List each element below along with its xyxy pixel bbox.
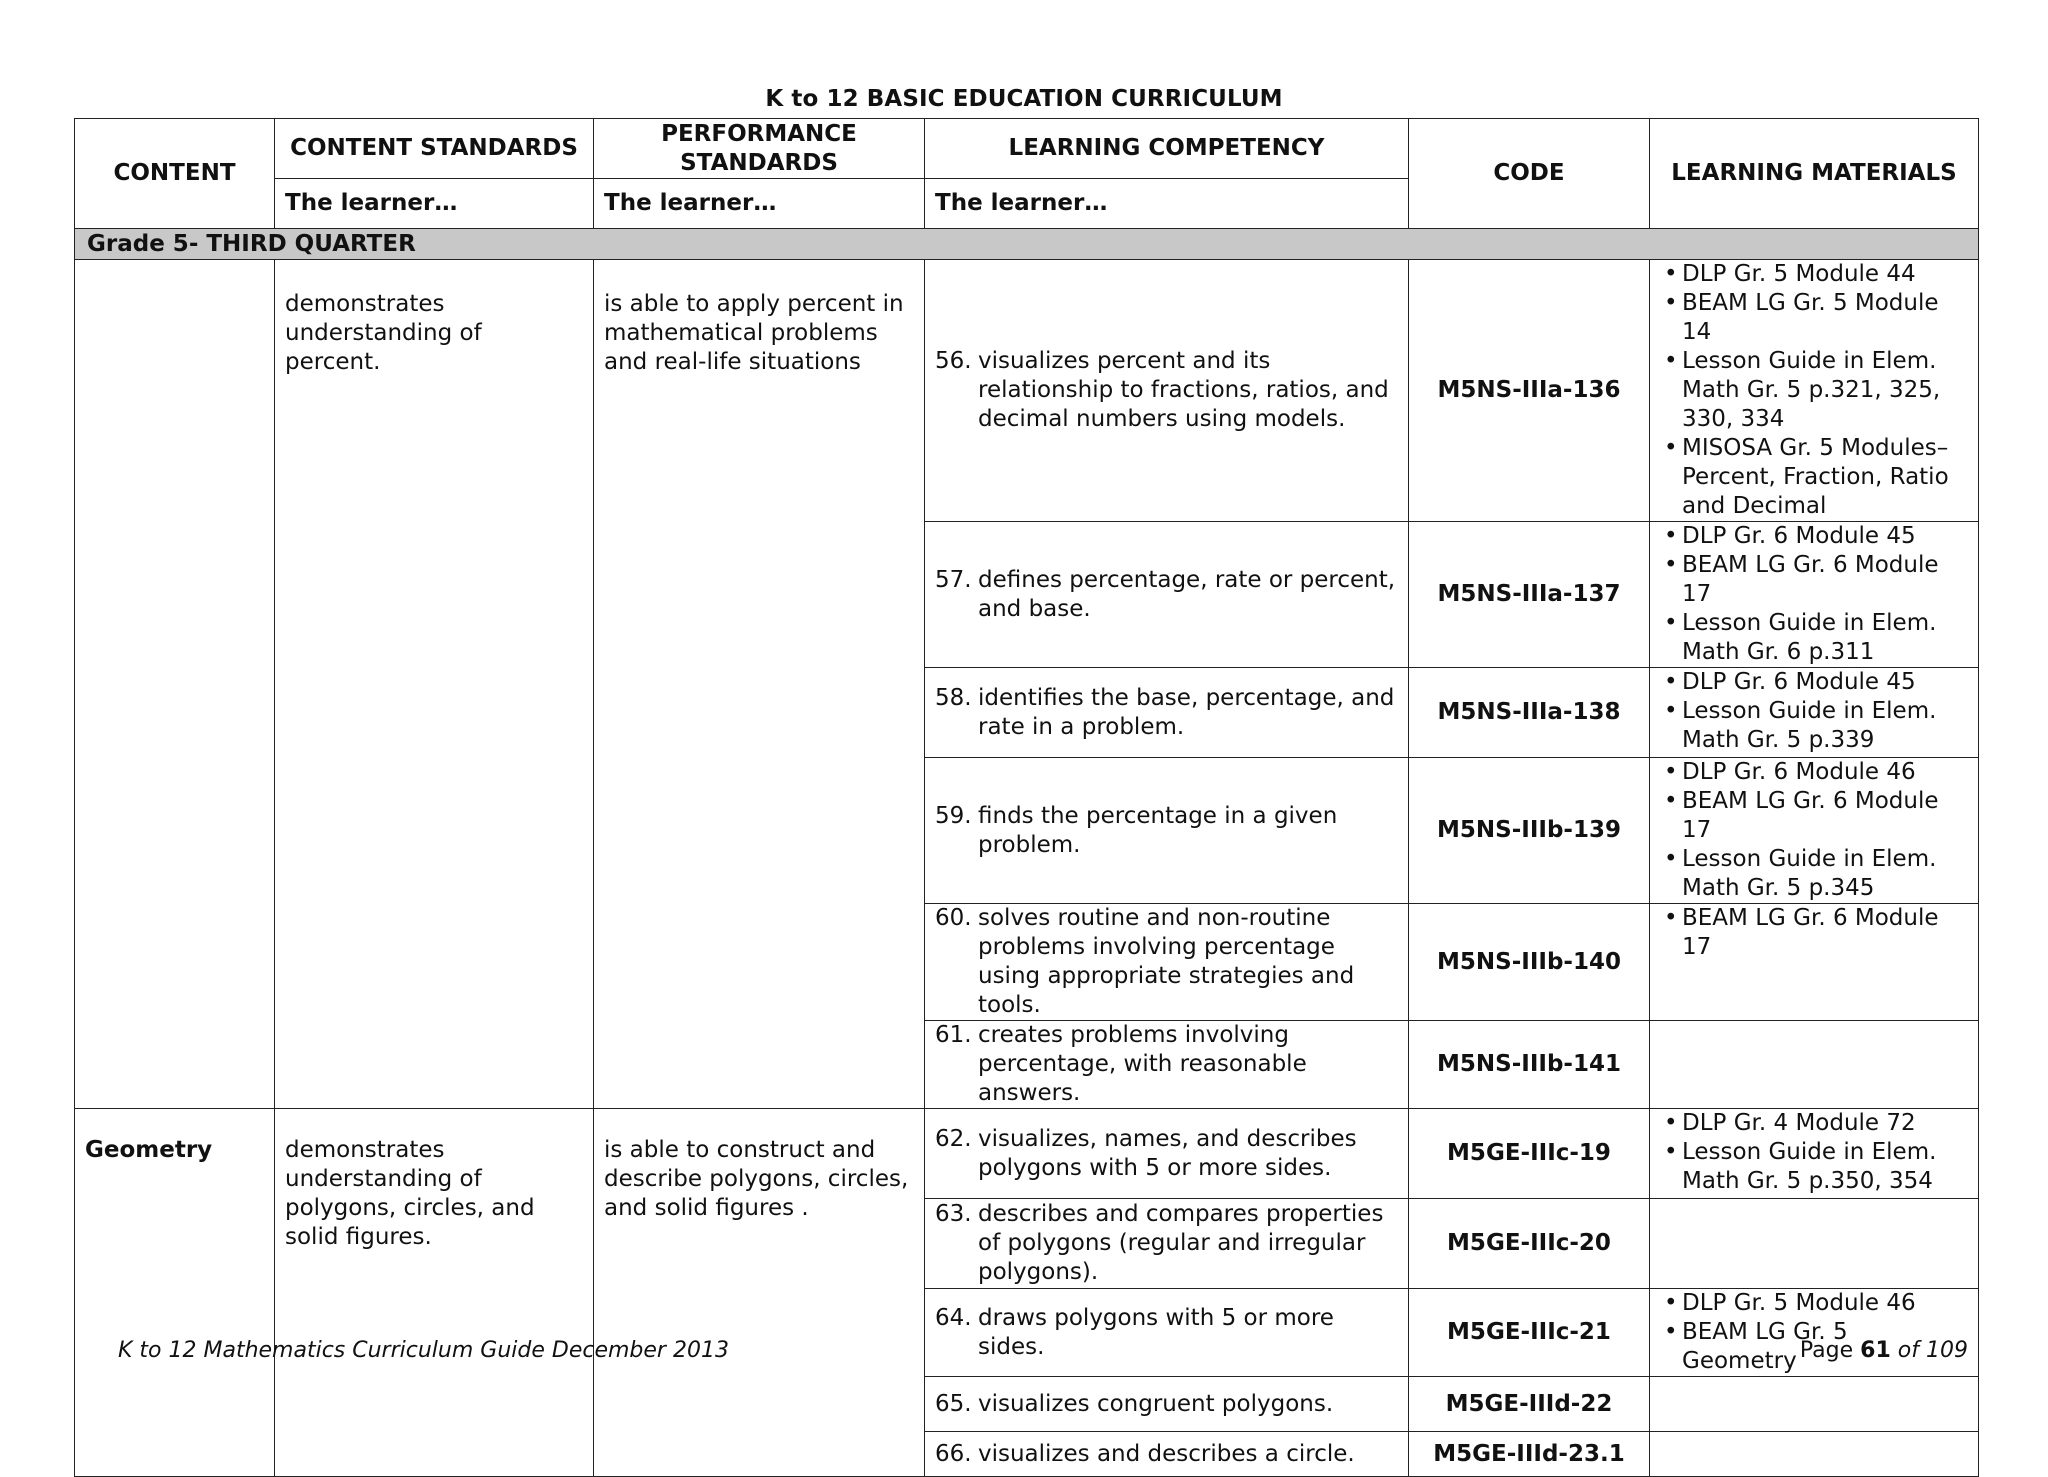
learner-label: The learner… [594,179,925,229]
competency-text: visualizes percent and its relationship to fractions, ratios, and decimal numbers using models. [978,348,1389,432]
material-item: • BEAM LG Gr. 5 Module 14 [1660,289,1968,347]
page-title: K to 12 BASIC EDUCATION CURRICULUM [765,86,1283,112]
code-cell: M5GE-IIIc-20 [1409,1199,1650,1289]
competency-text: visualizes and describes a circle. [978,1440,1355,1467]
material-item: • Lesson Guide in Elem. Math Gr. 5 p.345 [1660,845,1968,903]
competency-cell [925,1377,1409,1432]
content-standard-cell: demonstrates understanding of polygons, circles, and solid figures. [275,1109,594,1477]
materials-cell [1650,1109,1979,1199]
competency-cell [925,1289,1409,1377]
material-item: • Lesson Guide in Elem. Math Gr. 5 p.350, 354 [1660,1138,1968,1196]
competency-number: 65. [935,1390,972,1417]
competency-number: 59. [935,802,972,829]
table-row [75,1109,1979,1199]
material-item: • MISOSA Gr. 5 Modules– Percent, Fraction, Ratio and Decimal [1660,434,1968,521]
materials-list [1660,758,1968,903]
competency-cell [925,758,1409,904]
competency-text: draws polygons with 5 or more sides. [978,1304,1334,1360]
performance-standard-cell: is able to construct and describe polygons, circles, and solid figures . [594,1109,925,1477]
competency-cell [925,260,1409,522]
material-item: • BEAM LG Gr. 5 Geometry [1660,1318,1968,1376]
code-cell: M5NS-IIIa-137 [1409,522,1650,668]
page-label: Page [1799,1338,1854,1363]
materials-cell [1650,1432,1979,1477]
materials-list [1660,1109,1968,1196]
materials-list [1660,904,1968,962]
material-item: • DLP Gr. 6 Module 45 [1660,522,1968,551]
competency-cell [925,1432,1409,1477]
material-item: • DLP Gr. 6 Module 46 [1660,758,1968,787]
material-item: • Lesson Guide in Elem. Math Gr. 5 p.339 [1660,697,1968,755]
competency-text: finds the percentage in a given problem. [978,802,1338,858]
competency-number: 64. [935,1304,972,1331]
materials-list [1660,522,1968,667]
learner-label: The learner… [275,179,594,229]
materials-cell [1650,1289,1979,1377]
content-cell: Geometry [75,1109,275,1477]
materials-cell [1650,1021,1979,1109]
competency-cell [925,1109,1409,1199]
material-item: • Lesson Guide in Elem. Math Gr. 6 p.311 [1660,609,1968,667]
materials-cell [1650,260,1979,522]
materials-list [1660,668,1968,755]
competency-text: describes and compares properties of polygons (regular and irregular polygons). [978,1201,1384,1285]
material-item: • DLP Gr. 4 Module 72 [1660,1109,1968,1138]
code-cell: M5NS-IIIb-139 [1409,758,1650,904]
quarter-row [75,229,1979,260]
competency-cell [925,1021,1409,1109]
content-cell [75,260,275,1109]
header-row [75,119,1979,179]
page-number: 61 [1860,1338,1891,1363]
competency-number: 63. [935,1201,972,1227]
competency-text: defines percentage, rate or percent, and base. [978,566,1396,622]
quarter-label: Grade 5- THIRD QUARTER [75,229,1979,260]
materials-list [1660,260,1968,521]
header-code: CODE [1409,119,1650,229]
content-standard-cell: demonstrates understanding of percent. [275,260,594,1109]
material-item: • BEAM LG Gr. 6 Module 17 [1660,551,1968,609]
code-cell: M5GE-IIIc-21 [1409,1289,1650,1377]
material-item: • DLP Gr. 5 Module 44 [1660,260,1968,289]
competency-number: 57. [935,566,972,593]
competency-number: 61. [935,1022,972,1048]
table-row [75,260,1979,522]
footer-guide: K to 12 Mathematics Curriculum Guide December 2013 [118,1338,729,1363]
competency-number: 60. [935,905,972,931]
competency-cell [925,904,1409,1021]
competency-text: solves routine and non-routine problems involving percentage using appropriate strategies and tools. [978,905,1355,1018]
performance-standard-cell: is able to apply percent in mathematical problems and real-life situations [594,260,925,1109]
header-learning-competency: LEARNING COMPETENCY [925,119,1409,179]
competency-number: 58. [935,684,972,711]
code-cell: M5NS-IIIa-136 [1409,260,1650,522]
materials-cell [1650,758,1979,904]
code-cell: M5GE-IIId-23.1 [1409,1432,1650,1477]
header-learning-materials: LEARNING MATERIALS [1650,119,1979,229]
learner-label: The learner… [925,179,1409,229]
competency-cell [925,668,1409,758]
code-cell: M5NS-IIIb-140 [1409,904,1650,1021]
competency-text: identifies the base, percentage, and rate in a problem. [978,684,1395,740]
materials-cell [1650,904,1979,1021]
material-item: • DLP Gr. 6 Module 45 [1660,668,1968,697]
material-item: • BEAM LG Gr. 6 Module 17 [1660,787,1968,845]
code-cell: M5GE-IIIc-19 [1409,1109,1650,1199]
competency-cell [925,522,1409,668]
materials-cell [1650,668,1979,758]
competency-text: creates problems involving percentage, with reasonable answers. [978,1022,1307,1106]
footer-page [1800,1338,1968,1363]
material-item: • DLP Gr. 5 Module 46 [1660,1289,1968,1318]
competency-text: visualizes congruent polygons. [978,1390,1334,1417]
competency-text: visualizes, names, and describes polygons with 5 or more sides. [978,1125,1357,1181]
competency-cell [925,1199,1409,1289]
materials-cell [1650,1377,1979,1432]
competency-number: 66. [935,1440,972,1467]
page-total: of 109 [1897,1338,1968,1363]
competency-number: 56. [935,348,972,374]
header-performance-standards: PERFORMANCE STANDARDS [594,119,925,179]
materials-cell [1650,1199,1979,1289]
material-item: • Lesson Guide in Elem. Math Gr. 5 p.321, 325, 330, 334 [1660,347,1968,434]
code-cell: M5NS-IIIa-138 [1409,668,1650,758]
header-content-standards: CONTENT STANDARDS [275,119,594,179]
curriculum-table [74,118,1979,1477]
header-content: CONTENT [75,119,275,229]
code-cell: M5GE-IIId-22 [1409,1377,1650,1432]
materials-cell [1650,522,1979,668]
competency-number: 62. [935,1125,972,1152]
code-cell: M5NS-IIIb-141 [1409,1021,1650,1109]
material-item: • BEAM LG Gr. 6 Module 17 [1660,904,1968,962]
